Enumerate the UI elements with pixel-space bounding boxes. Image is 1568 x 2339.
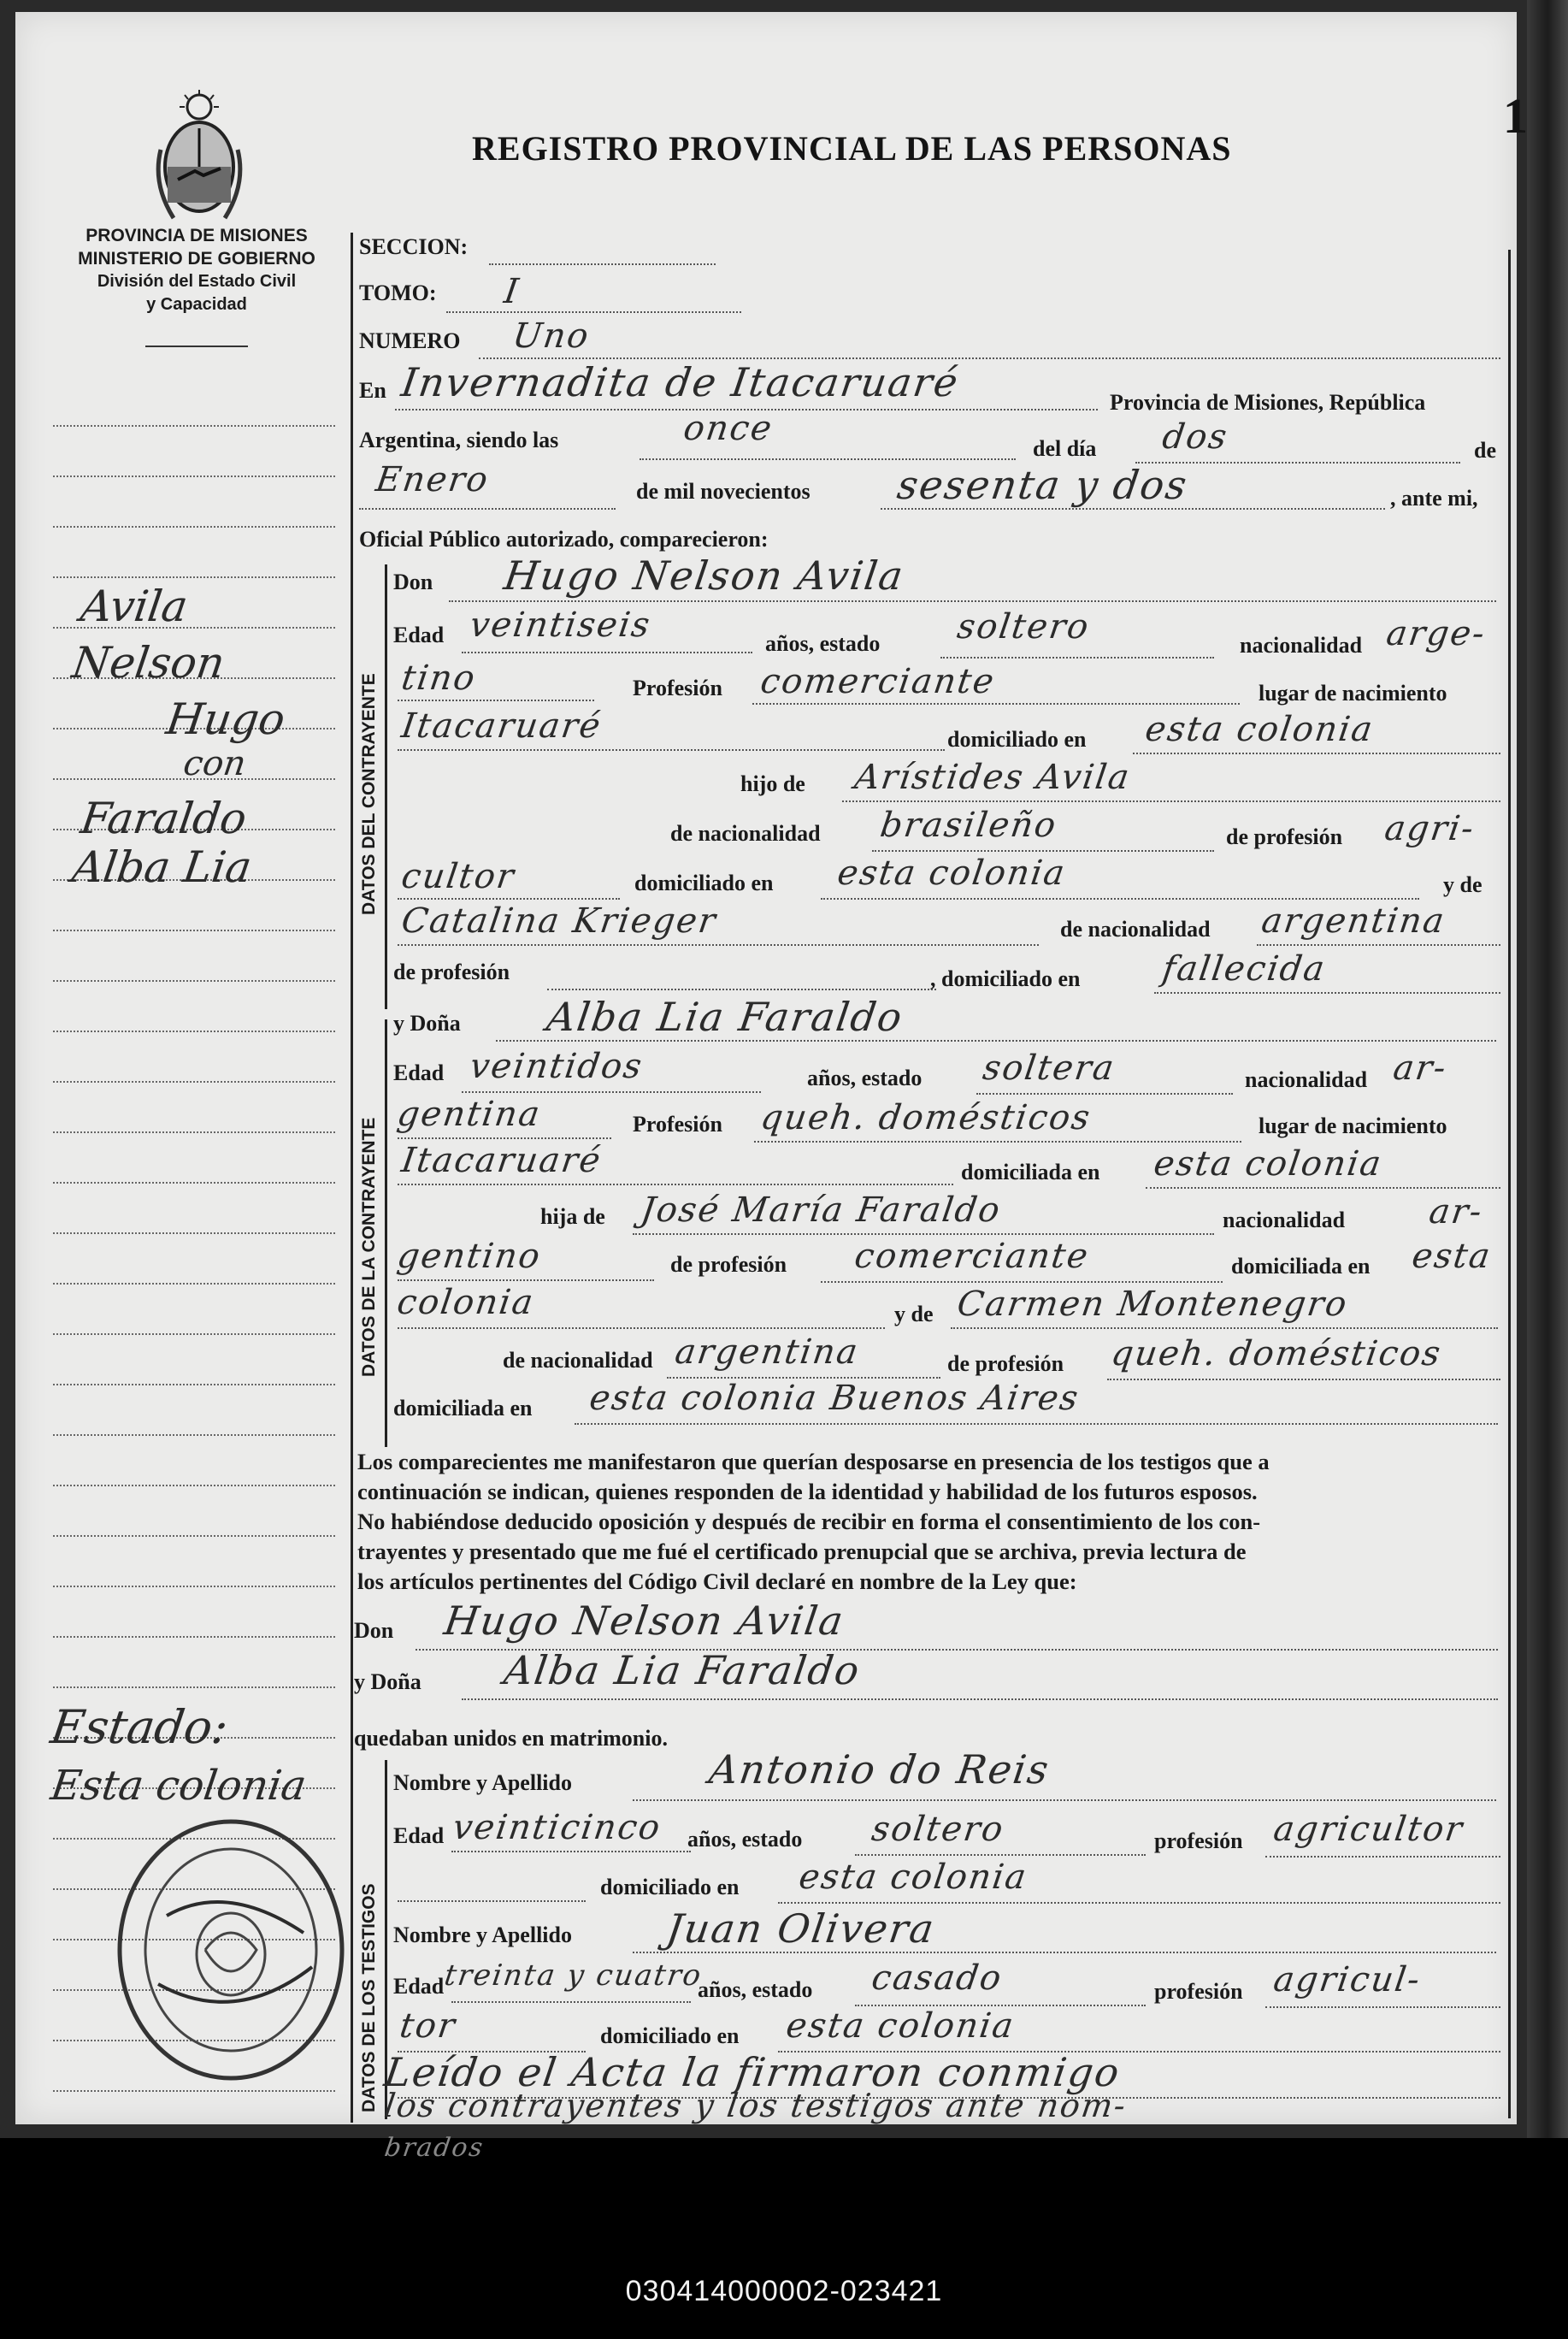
bride-edad: veintidos: [467, 1047, 646, 1086]
official-seal-icon: [107, 1813, 355, 2087]
groom-padre-dom-line: [821, 898, 1419, 900]
groom-padre-dom-label: domiciliado en: [634, 871, 774, 895]
del-dia-label: del día: [1033, 436, 1097, 461]
groom-y-de-label: y de: [1443, 872, 1483, 897]
coat-of-arms-icon: [152, 90, 246, 227]
testigo1-profesion: agricultor: [1270, 1810, 1466, 1849]
bride-nacionalidad-label: nacionalidad: [1245, 1067, 1368, 1092]
mes-value: Enero: [373, 460, 492, 499]
groom-madre-nac: argentina: [1259, 901, 1448, 941]
groom-profesion-line: [752, 703, 1240, 705]
groom-nacimiento: Itacaruaré: [398, 706, 604, 746]
bride-padre: José María Faraldo: [638, 1190, 1004, 1230]
bride-profesion: queh. domésticos: [757, 1098, 1094, 1137]
tomo-label: TOMO:: [359, 281, 437, 305]
groom-lugar-label: lugar de nacimiento: [1259, 681, 1447, 706]
page-title: REGISTRO PROVINCIAL DE LAS PERSONAS: [472, 129, 1232, 168]
bride-nac-line-2: [398, 1137, 611, 1139]
testigo2-edad: treinta y cuatro: [442, 1958, 704, 1993]
groom-madre-line: [398, 944, 1039, 946]
groom-edad-line: [462, 652, 752, 653]
margin-note-avila: Avila: [77, 582, 192, 631]
groom-estado-line: [940, 657, 1214, 659]
groom-profesion: comerciante: [757, 662, 998, 701]
groom-madre-nac-line: [1257, 944, 1500, 946]
groom-domicilio-label: domiciliado en: [947, 727, 1087, 752]
groom-madre-prof-label: de profesión: [393, 960, 510, 984]
ante-mi-label: , ante mi,: [1390, 486, 1478, 511]
testigo2-edad-label: Edad: [393, 1974, 445, 1999]
testigo2-nombre: Juan Olivera: [663, 1905, 939, 1952]
testigo2-nombre-line: [633, 1952, 1496, 1953]
bride-domicilio-label: domiciliada en: [961, 1160, 1100, 1184]
bride-madre-prof-line: [1107, 1379, 1500, 1380]
groom-padre-nac-label: de nacionalidad: [670, 821, 821, 846]
testigo1-dom-lead: [398, 1900, 586, 1902]
groom-edad: veintiseis: [467, 605, 654, 645]
final-bride-name: Alba Lia Faraldo: [501, 1647, 864, 1693]
groom-profesion-label: Profesión: [633, 676, 722, 700]
margin-note-esta-colonia: Esta colonia: [48, 1762, 309, 1810]
de-mil-label: de mil novecientos: [636, 479, 811, 504]
mes-line: [359, 508, 616, 510]
groom-hijo-label: hijo de: [740, 771, 805, 796]
testigo2-edad-line: [451, 2001, 691, 2003]
bride-padre-prof: comerciante: [852, 1237, 1092, 1276]
groom-madre-prof-line: [547, 989, 936, 990]
lugar-value: Invernadita de Itacaruaré: [398, 359, 963, 405]
groom-domicilio: esta colonia: [1142, 710, 1376, 749]
groom-nacionalidad-1: arge-: [1383, 614, 1488, 653]
hora-value: once: [681, 409, 776, 448]
groom-block-line: [385, 564, 387, 1009]
testigo1-edad-line: [451, 1851, 691, 1852]
bride-hija-label: hija de: [540, 1204, 605, 1229]
margin-note-nelson: Nelson: [68, 638, 228, 688]
bride-madre-line: [951, 1327, 1498, 1329]
bride-padre-nac-label: nacionalidad: [1223, 1208, 1346, 1232]
testigo1-edad-label: Edad: [393, 1823, 445, 1848]
bride-madre-dom-line: [575, 1423, 1498, 1425]
bride-padre-prof-line: [821, 1281, 1223, 1283]
seccion-label: SECCION:: [359, 234, 469, 259]
hora-line: [640, 458, 1016, 460]
datos-la-contrayente-label: DATOS DE LA CONTRAYENTE: [359, 1117, 379, 1377]
bride-padre-nac-line-2: [398, 1279, 654, 1281]
bride-edad-label: Edad: [393, 1060, 445, 1085]
bride-padre-prof-label: de profesión: [670, 1252, 787, 1277]
bride-nacionalidad-1: ar-: [1390, 1048, 1450, 1088]
bottom-band: [0, 2138, 1568, 2339]
bride-estado-line: [976, 1093, 1233, 1095]
main-frame-right: [1508, 250, 1511, 2118]
testigo2-dom-label: domiciliado en: [600, 2023, 740, 2048]
cierre-text-1: Leído el Acta la firmaron conmigo: [381, 2049, 1124, 2095]
groom-madre: Catalina Krieger: [398, 901, 720, 941]
testigo1-estado-label: años, estado: [687, 1827, 803, 1852]
groom-madre-dom-line: [1154, 992, 1500, 994]
bride-name-line: [496, 1040, 1496, 1042]
bride-padre-dom-2: colonia: [394, 1283, 537, 1322]
bride-madre-prof: queh. domésticos: [1108, 1334, 1445, 1373]
margin-note-con: con: [180, 744, 249, 783]
groom-padre: Arístides Avila: [852, 758, 1134, 797]
testigo1-nombre-label: Nombre y Apellido: [393, 1770, 572, 1795]
seccion-line: [489, 263, 716, 265]
bride-dona-label: y Doña: [393, 1011, 461, 1036]
don-label: Don: [393, 570, 433, 594]
margin-note-hugo: Hugo: [162, 694, 288, 744]
testigo2-profesion-line: [1265, 2006, 1500, 2008]
en-label: En: [359, 378, 386, 403]
groom-padre-dom: esta colonia: [834, 853, 1069, 893]
groom-nacimiento-line: [398, 749, 945, 751]
bride-domicilio: esta colonia: [1151, 1144, 1385, 1184]
testigo2-profesion-1: agricul-: [1270, 1960, 1424, 1999]
page-number: 1: [1503, 88, 1528, 144]
bride-y-de-label: y de: [894, 1302, 934, 1326]
groom-name: Hugo Nelson Avila: [501, 552, 908, 599]
cierre-text-3: brados: [382, 2133, 486, 2163]
testigo1-estado-line: [855, 1854, 1146, 1856]
bride-padre-nac-2: gentino: [394, 1237, 544, 1276]
ministry-heading: PROVINCIA DE MISIONES MINISTERIO DE GOBIERNO División del Estado Civil y Capacidad: [78, 226, 315, 314]
declaration-paragraph: Los comparecientes me manifestaron que querían desposarse en presencia de los testigos que a continuación se indican, quienes responden de la identidad y habilidad de los futuros esposos. No habiéndose deducido oposición y después de recibir en forma el consentimiento de los con- trayentes y presentado que me fué el certificado prenupcial que se archiva, previa lectura de los artículos pertinentes del Código Civil declaré en nombre de la Ley que:: [357, 1449, 1270, 1594]
groom-padre-prof-label: de profesión: [1226, 824, 1343, 849]
groom-madre-dom: fallecida: [1159, 949, 1329, 989]
margin-note-estado: Estado:: [47, 1700, 232, 1754]
bride-madre-dom: esta colonia Buenos Aires: [587, 1379, 1082, 1418]
bride-name: Alba Lia Faraldo: [544, 994, 907, 1040]
margin-note-faraldo: Faraldo: [77, 794, 250, 843]
reference-number: 030414000002-023421: [625, 2275, 943, 2307]
testigo2-estado-label: años, estado: [698, 1977, 813, 2002]
bride-padre-dom-1: esta: [1409, 1237, 1494, 1276]
tomo-value: I: [501, 272, 523, 311]
don-line: [449, 600, 1496, 602]
heading-underline: [145, 346, 248, 347]
groom-nacionalidad-2: tino: [398, 659, 479, 698]
bride-nacimiento-line: [398, 1184, 953, 1185]
bride-padre-dom-label: domiciliada en: [1231, 1254, 1371, 1279]
groom-madre-dom-label: , domiciliado en: [930, 966, 1081, 991]
datos-contrayente-label: DATOS DEL CONTRAYENTE: [359, 673, 379, 915]
bride-madre: Carmen Montenegro: [954, 1285, 1351, 1324]
provincia-text: Provincia de Misiones, República: [1110, 390, 1426, 415]
bride-madre-nac-label: de nacionalidad: [503, 1348, 653, 1373]
groom-padre-line: [842, 800, 1500, 802]
final-groom-name: Hugo Nelson Avila: [441, 1598, 848, 1644]
testigo1-estado: soltero: [869, 1810, 1007, 1849]
groom-madre-nac-label: de nacionalidad: [1060, 917, 1211, 942]
testigo2-profesion-label: profesión: [1154, 1979, 1243, 2004]
groom-nac-line-2: [398, 700, 594, 701]
final-don-label: Don: [354, 1618, 394, 1643]
groom-padre-nac-line: [872, 850, 1214, 852]
testigo1-dom: esta colonia: [796, 1858, 1030, 1897]
testigo2-nombre-label: Nombre y Apellido: [393, 1923, 572, 1947]
testigo1-dom-line: [778, 1902, 1500, 1904]
bride-estado-label: años, estado: [807, 1066, 923, 1090]
numero-value: Uno: [510, 316, 592, 356]
bride-domicilio-line: [1146, 1187, 1500, 1189]
groom-estado: soltero: [954, 607, 1093, 647]
bride-lugar-label: lugar de nacimiento: [1259, 1113, 1447, 1138]
oficial-text: Oficial Público autorizado, comparecieron:: [359, 527, 769, 552]
testigo1-nombre: Antonio do Reis: [706, 1746, 1053, 1793]
bride-estado: soltera: [980, 1048, 1118, 1088]
anio-line: [881, 508, 1385, 510]
groom-padre-nac: brasileño: [877, 806, 1060, 845]
bride-profesion-label: Profesión: [633, 1112, 722, 1137]
testigo1-dom-label: domiciliado en: [600, 1875, 740, 1899]
tomo-line: [446, 311, 741, 313]
argentina-siendo-label: Argentina, siendo las: [359, 428, 559, 452]
groom-padre-prof-1: agri-: [1382, 809, 1478, 848]
datos-testigos-label: DATOS DE LOS TESTIGOS: [359, 1883, 379, 2112]
bride-profesion-line: [754, 1141, 1241, 1143]
bride-nacionalidad-2: gentina: [394, 1095, 544, 1134]
final-dona-label: y Doña: [354, 1669, 421, 1694]
testigo2-profesion-2: tor: [397, 2006, 459, 2046]
groom-padre-prof-2: cultor: [398, 857, 518, 896]
groom-nacionalidad-label: nacionalidad: [1240, 633, 1363, 658]
testigo2-dom: esta colonia: [783, 2006, 1017, 2046]
bride-edad-line: [462, 1091, 761, 1093]
groom-estado-label: años, estado: [765, 631, 881, 656]
bride-madre-prof-label: de profesión: [947, 1351, 1064, 1376]
margin-note-alba-lia: Alba Lia: [68, 842, 255, 892]
book-binding: [1527, 0, 1568, 2138]
de-label: de: [1474, 438, 1496, 463]
testigo1-nombre-line: [633, 1799, 1496, 1801]
bride-nacimiento: Itacaruaré: [398, 1141, 604, 1180]
bride-padre-dom-line-2: [398, 1327, 885, 1329]
bride-madre-nac: argentina: [672, 1332, 862, 1372]
groom-padre-prof-line-2: [398, 898, 620, 900]
bride-padre-nac-1: ar-: [1426, 1192, 1486, 1232]
numero-label: NUMERO: [359, 328, 461, 353]
groom-edad-label: Edad: [393, 623, 445, 647]
cierre-text-2: los contrayentes y los testigos ante nom-: [381, 2087, 1130, 2124]
testigo1-profesion-label: profesión: [1154, 1828, 1243, 1853]
anio-value: sesenta y dos: [894, 462, 1191, 508]
testigo1-edad: veinticinco: [450, 1808, 664, 1847]
bride-block-line: [385, 1019, 387, 1447]
groom-domicilio-line: [1133, 753, 1500, 754]
final-dona-line: [462, 1698, 1498, 1700]
bride-padre-line: [633, 1233, 1214, 1235]
bride-madre-dom-label: domiciliada en: [393, 1396, 533, 1421]
testigo1-profesion-line: [1265, 1856, 1500, 1858]
dia-value: dos: [1159, 417, 1231, 457]
testigo2-estado: casado: [869, 1958, 1005, 1998]
matrimonio-text: quedaban unidos en matrimonio.: [354, 1726, 668, 1751]
